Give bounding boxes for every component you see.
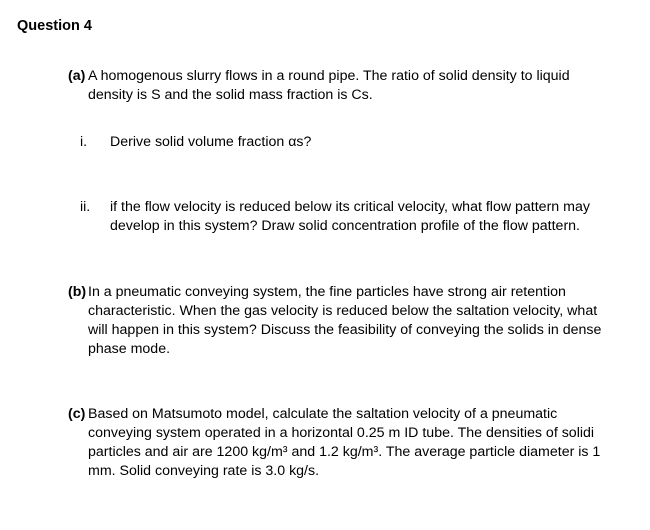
question-title: Question 4 — [17, 18, 92, 34]
part-a-line-1: A homogenous slurry flows in a round pipe. The ratio of solid density to liquid — [88, 68, 570, 84]
part-c — [68, 405, 628, 481]
part-b-line-4: phase mode. — [88, 341, 171, 357]
part-a-sub-i — [80, 133, 620, 152]
sub-ii-line-1: if the flow velocity is reduced below its critical velocity, what flow pattern may — [110, 199, 590, 215]
part-a — [68, 67, 628, 105]
part-a-sub-ii — [80, 198, 620, 236]
part-b-line-3: will happen in this system? Discuss the feasibility of conveying the solids in dense — [88, 322, 602, 338]
part-b — [68, 283, 628, 359]
part-c-line-4: mm. Solid conveying rate is 3.0 kg/s. — [88, 463, 320, 479]
part-a-line-2: density is S and the solid mass fraction is Cs. — [88, 87, 373, 103]
part-c-line-1: Based on Matsumoto model, calculate the saltation velocity of a pneumatic — [88, 406, 558, 422]
sub-i-number: i. — [80, 134, 88, 150]
part-a-label: (a) — [68, 68, 86, 84]
sub-ii-number: ii. — [80, 199, 91, 215]
part-c-label: (c) — [68, 406, 86, 422]
part-c-line-3: particles and air are 1200 kg/m³ and 1.2 kg/m³. The average particle diameter is 1 — [88, 444, 601, 460]
part-b-line-2: characteristic. When the gas velocity is reduced below the saltation velocity, what — [88, 303, 598, 319]
part-b-label: (b) — [68, 284, 87, 300]
sub-i-text: Derive solid volume fraction αs? — [110, 134, 312, 150]
part-c-line-2: conveying system operated in a horizontal 0.25 m ID tube. The densities of solidi — [88, 425, 595, 441]
sub-ii-line-2: develop in this system? Draw solid concentration profile of the flow pattern. — [110, 218, 581, 234]
part-b-line-1: In a pneumatic conveying system, the fine particles have strong air retention — [88, 284, 566, 300]
